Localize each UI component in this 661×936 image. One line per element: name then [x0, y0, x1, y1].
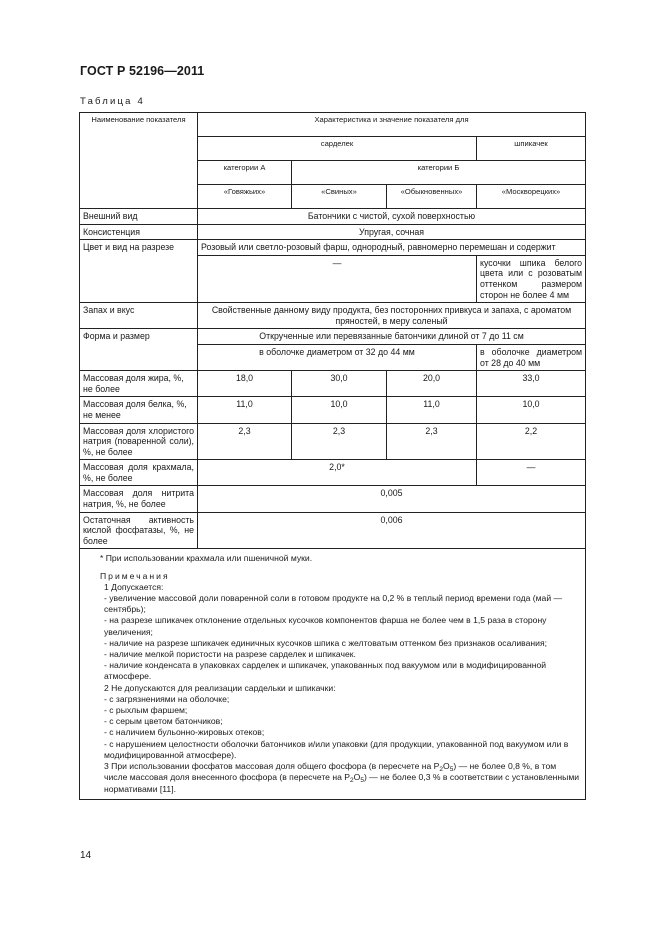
- note-2-item: - с нарушением целостности оболочки батончиков и/или упаковки (для продукции, упакованной под вакуумом или в модифицированной атмосфере).: [104, 738, 569, 760]
- note-1-item: - наличие на разрезе шпикачек единичных кусочков шпика с желтоватым оттенком без признаков осаливания;: [104, 637, 548, 648]
- cell-goviazhih: 18,0: [198, 371, 292, 397]
- row-label: Цвет и вид на разрезе: [80, 240, 198, 303]
- name-column-header: Наименование показателя: [80, 113, 198, 209]
- row-value: Свойственные данному виду продукта, без посторонних привкуса и запаха, с ароматом пряностей, в меру соленый: [198, 303, 586, 329]
- row-value: Упругая, сочная: [198, 224, 586, 240]
- row-value: Розовый или светло-розовый фарш, однородный, равномерно перемешан и содержит: [198, 240, 586, 256]
- category-a-header: категории А: [198, 161, 292, 185]
- row-value-sardelki: в оболочке диаметром от 32 до 44 мм: [198, 344, 477, 370]
- note-1-item: - наличие мелкой пористости на разрезе сарделек и шпикачек.: [104, 649, 356, 660]
- cell-shpikachki: —: [477, 460, 586, 486]
- characteristic-header: Характеристика и значение показателя для: [198, 113, 586, 137]
- page-number: 14: [80, 850, 92, 861]
- indicators-table: [79, 112, 586, 800]
- note-1-item: - увеличение массовой доли поваренной соли в готовом продукте на 0,2 % в теплый период времени года (май — сентябрь);: [104, 593, 563, 615]
- moskvoretskih-header: «Москворецких»: [477, 185, 586, 209]
- notes-title: Примечания: [100, 570, 170, 581]
- row-label: Массовая доля белка, %, не менее: [80, 397, 198, 423]
- table-caption: Таблица 4: [80, 96, 145, 107]
- footnote: * При использовании крахмала или пшеничной муки.: [100, 553, 313, 564]
- shpikachki-header: шпикачек: [477, 137, 586, 161]
- obyknovennyh-header: «Обыкновенных»: [387, 185, 477, 209]
- row-label: Массовая доля жира, %, не более: [80, 371, 198, 397]
- row-label: Консистенция: [80, 224, 198, 240]
- row-label: Внешний вид: [80, 209, 198, 225]
- note-1-item: - на разрезе шпикачек отклонение отдельных кусочков компонентов фарша не более чем в 1,5 раза в сторону увеличения;: [104, 615, 547, 637]
- cell-obyknovennyh: 11,0: [387, 397, 477, 423]
- note-2-item: - с наличием бульонно-жировых отеков;: [104, 727, 265, 738]
- row-value: Открученные или перевязанные батончики длиной от 7 до 11 см: [198, 329, 586, 345]
- table-notes: [80, 549, 586, 799]
- row-label: Массовая доля нитрита натрия, %, не более: [80, 486, 198, 512]
- cell-sardelki: 2,0*: [198, 460, 477, 486]
- table-row: [80, 512, 586, 549]
- row-value: 0,005: [198, 486, 586, 512]
- note-3: 3 При использовании фосфатов массовая доля общего фосфора (в пересчете на $P_2O_5$) — не более 0,8 %, в том числе массовая доля внесенного фосфора (в пересчете на $P_2O_5$) — не более 0,3 % в соответствии с установленными нормативами [11].: [104, 761, 580, 794]
- cell-moskvoretskih: 33,0: [477, 371, 586, 397]
- table-row: [80, 460, 586, 486]
- note-1-title: 1 Допускается:: [104, 581, 164, 592]
- cell-svinyh: 10,0: [292, 397, 387, 423]
- table-row: [80, 224, 586, 240]
- cell-goviazhih: 11,0: [198, 397, 292, 423]
- note-2-title: 2 Не допускаются для реализации сардельки и шпикачки:: [104, 682, 336, 693]
- cell-obyknovennyh: 2,3: [387, 423, 477, 460]
- table-row: [80, 423, 586, 460]
- row-value: Батончики с чистой, сухой поверхностью: [198, 209, 586, 225]
- note-1-item: - наличие конденсата в упаковках сарделек и шпикачек, упакованных под вакуумом или в модифицированной атмосфере.: [104, 660, 547, 682]
- document-title: ГОСТ Р 52196—2011: [80, 64, 205, 78]
- table-row: [80, 329, 586, 345]
- note-2-item: - с загрязнениями на оболочке;: [104, 693, 230, 704]
- row-label: Массовая доля хлористого натрия (поваренной соли), %, не более: [80, 423, 198, 460]
- header-row-1: [80, 113, 586, 137]
- table-row: [80, 486, 586, 512]
- cell-svinyh: 30,0: [292, 371, 387, 397]
- note-2-item: - с серым цветом батончиков;: [104, 716, 223, 727]
- row-value-shpikachki: кусочки шпика белого цвета или с розоватым оттенком размером сторон не более 4 мм: [477, 255, 586, 302]
- row-label: Запах и вкус: [80, 303, 198, 329]
- category-b-header: категории Б: [292, 161, 586, 185]
- table-row: [80, 303, 586, 329]
- cell-moskvoretskih: 2,2: [477, 423, 586, 460]
- cell-svinyh: 2,3: [292, 423, 387, 460]
- row-label: Форма и размер: [80, 329, 198, 371]
- table-row: [80, 371, 586, 397]
- table-row: [80, 240, 586, 256]
- row-value: 0,006: [198, 512, 586, 549]
- svinyh-header: «Свиных»: [292, 185, 387, 209]
- row-label: Массовая доля крахмала, %, не более: [80, 460, 198, 486]
- row-label: Остаточная активность кислой фосфатазы, %, не более: [80, 512, 198, 549]
- row-value-sardelki: —: [198, 255, 477, 302]
- notes-row: [80, 549, 586, 799]
- table-row: [80, 209, 586, 225]
- note-2-item: - с рыхлым фаршем;: [104, 705, 188, 716]
- goviazhih-header: «Говяжьих»: [198, 185, 292, 209]
- cell-obyknovennyh: 20,0: [387, 371, 477, 397]
- row-value-shpikachki: в оболочке диаметром от 28 до 40 мм: [477, 344, 586, 370]
- cell-goviazhih: 2,3: [198, 423, 292, 460]
- sardelki-header: сарделек: [198, 137, 477, 161]
- table-row: [80, 397, 586, 423]
- cell-moskvoretskih: 10,0: [477, 397, 586, 423]
